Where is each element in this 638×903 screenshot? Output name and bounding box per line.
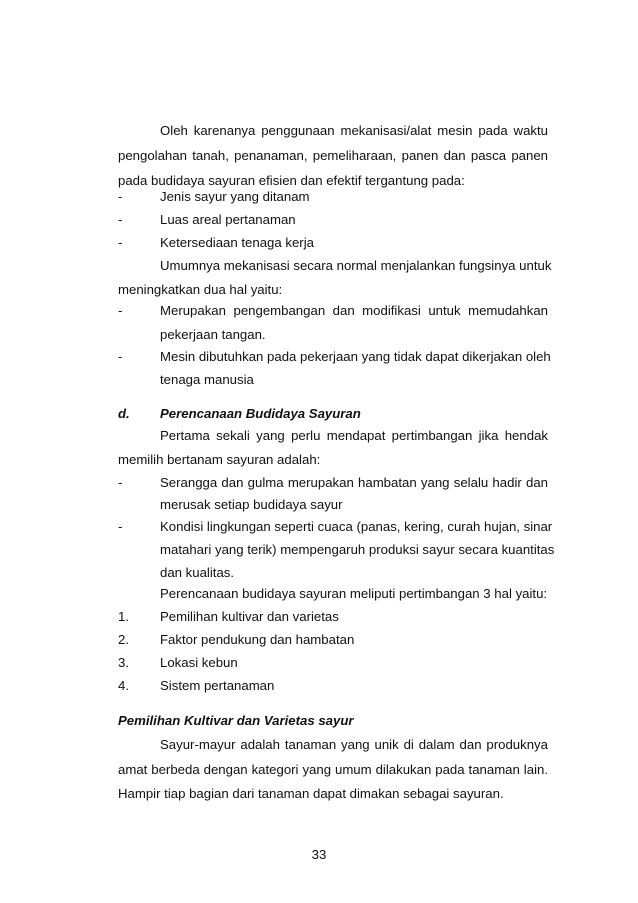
list-marker: -: [118, 189, 123, 204]
list-item: Mesin dibutuhkan pada pekerjaan yang tidak dapat dikerjakan oleh: [160, 349, 551, 364]
paragraph-line: pada budidaya sayuran efisien dan efektif tergantung pada:: [118, 173, 465, 188]
list-marker: -: [118, 212, 123, 227]
paragraph-line: Oleh karenanya penggunaan mekanisasi/alat mesin pada waktu: [160, 123, 548, 138]
list-item: Lokasi kebun: [160, 655, 238, 670]
list-item-continuation: matahari yang terik) mempengaruh produksi sayur secara kuantitas: [160, 542, 555, 557]
list-number: 1.: [118, 609, 129, 624]
list-item: Serangga dan gulma merupakan hambatan yang selalu hadir dan: [160, 475, 548, 490]
list-item-continuation: tenaga manusia: [160, 372, 254, 387]
list-item: Luas areal pertanaman: [160, 212, 296, 227]
subsection-heading: Pemilihan Kultivar dan Varietas sayur: [118, 713, 354, 728]
paragraph-line: amat berbeda dengan kategori yang umum dilakukan pada tanaman lain.: [118, 762, 548, 777]
list-item: Kondisi lingkungan seperti cuaca (panas, kering, curah hujan, sinar: [160, 519, 553, 534]
list-number: 4.: [118, 678, 129, 693]
paragraph-line: Pertama sekali yang perlu mendapat pertimbangan jika hendak: [160, 428, 548, 443]
list-item: Merupakan pengembangan dan modifikasi untuk memudahkan: [160, 303, 548, 318]
section-marker: d.: [118, 406, 130, 421]
paragraph-line: meningkatkan dua hal yaitu:: [118, 282, 283, 297]
list-item-continuation: dan kualitas.: [160, 565, 235, 580]
list-number: 2.: [118, 632, 129, 647]
paragraph-line: Sayur-mayur adalah tanaman yang unik di dalam dan produknya: [160, 737, 548, 752]
list-item: Sistem pertanaman: [160, 678, 275, 693]
list-item: Pemilihan kultivar dan varietas: [160, 609, 339, 624]
list-marker: -: [118, 349, 123, 364]
list-item: Jenis sayur yang ditanam: [160, 189, 310, 204]
list-marker: -: [118, 303, 123, 318]
page-number: 33: [311, 847, 327, 862]
list-item-continuation: pekerjaan tangan.: [160, 327, 266, 342]
paragraph-line: Perencanaan budidaya sayuran meliputi pertimbangan 3 hal yaitu:: [160, 586, 548, 601]
paragraph-line: Umumnya mekanisasi secara normal menjalankan fungsinya untuk: [160, 258, 552, 273]
paragraph-line: pengolahan tanah, penanaman, pemeliharaan, panen dan pasca panen: [118, 148, 548, 163]
list-item-continuation: merusak setiap budidaya sayur: [160, 497, 343, 512]
list-item: Faktor pendukung dan hambatan: [160, 632, 355, 647]
list-number: 3.: [118, 655, 129, 670]
section-heading: Perencanaan Budidaya Sayuran: [160, 406, 361, 421]
list-marker: -: [118, 475, 123, 490]
list-item: Ketersediaan tenaga kerja: [160, 235, 314, 250]
paragraph-line: memilih bertanam sayuran adalah:: [118, 452, 321, 467]
list-marker: -: [118, 519, 123, 534]
paragraph-line: Hampir tiap bagian dari tanaman dapat dimakan sebagai sayuran.: [118, 786, 504, 801]
list-marker: -: [118, 235, 123, 250]
